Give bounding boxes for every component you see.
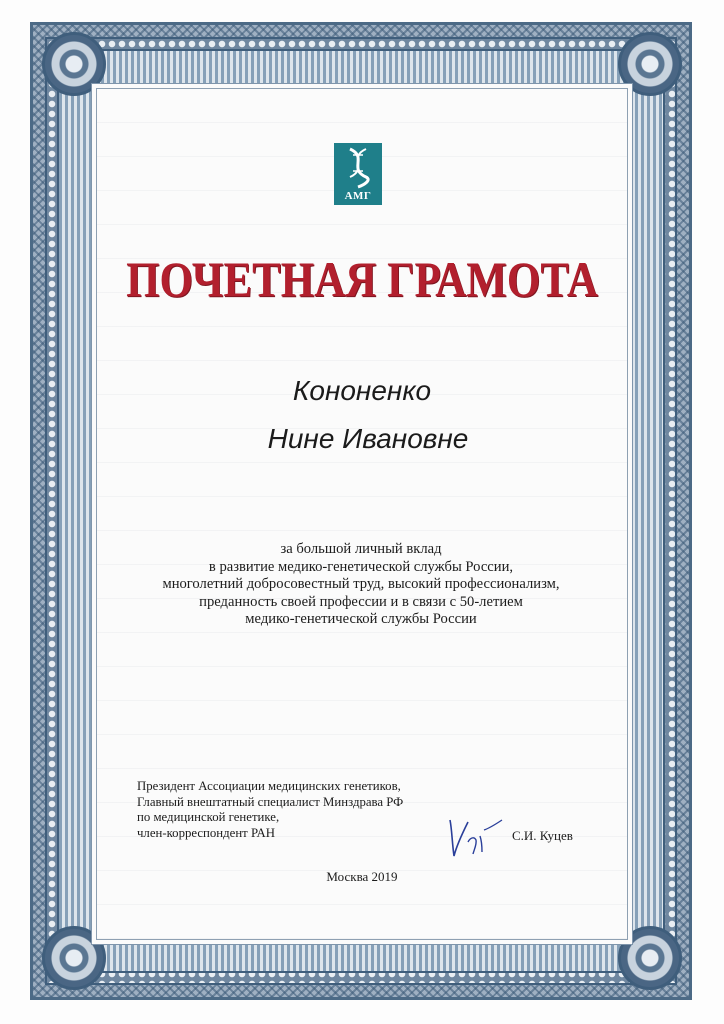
reason-line: в развитие медико-генетической службы России, — [208, 558, 514, 575]
dna-helix-icon — [342, 147, 374, 189]
reason-line: многолетний добросовестный труд, высокий профессионализм, — [162, 576, 560, 592]
recipient-surname: Кононенко — [292, 375, 432, 406]
reason-line: медико-генетической службы России — [245, 611, 477, 627]
reason-line: за большой личный вклад — [280, 541, 442, 557]
handwritten-signature — [446, 812, 506, 864]
signer-title-line: Главный внештатный специалист Минздрава РФ — [137, 794, 404, 809]
amg-logo — [334, 143, 382, 205]
corner-ornament-icon — [42, 32, 106, 96]
corner-ornament-icon — [618, 32, 682, 96]
certificate-title: ПОЧЕТНАЯ ГРАМОТА — [126, 251, 598, 307]
signer-name: С.И. Куцев — [512, 828, 573, 843]
place-date: Москва 2019 — [326, 869, 398, 884]
signer-title-line: Президент Ассоциации медицинских генетиков, — [137, 779, 401, 793]
reason-line: преданность своей профессии и в связи с 50-летием — [199, 593, 523, 610]
signer-title-line: член-корреспондент РАН — [137, 825, 275, 840]
signer-title — [137, 779, 403, 841]
logo-text: АМГ — [344, 190, 372, 202]
recipient-name: Нине Ивановне — [267, 423, 469, 454]
signer-title-line: по медицинской генетике, — [137, 810, 280, 824]
award-reason — [96, 541, 626, 629]
